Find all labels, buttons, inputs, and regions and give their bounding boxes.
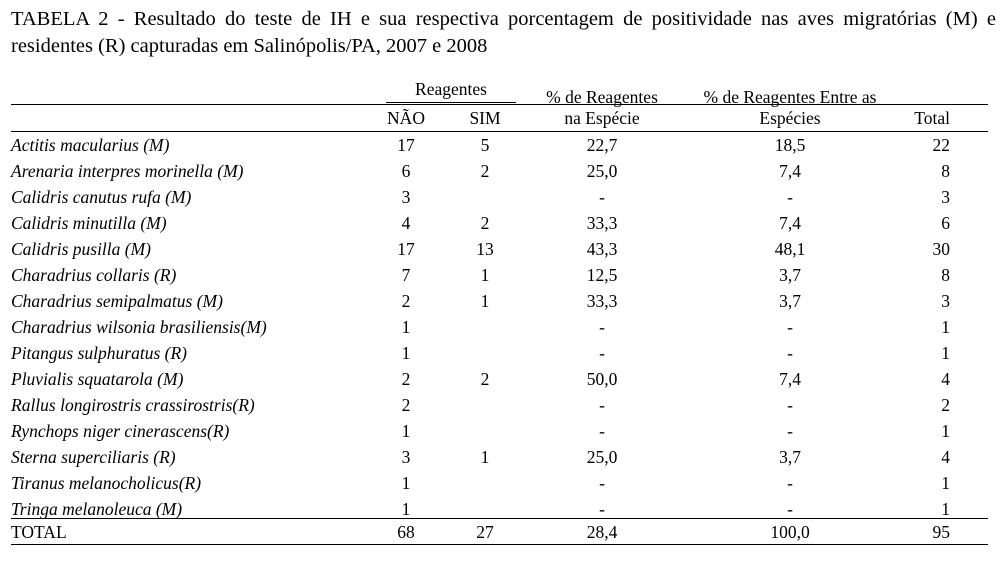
species-name: Actitis macularius (M) <box>11 135 170 155</box>
table-row <box>0 132 1003 158</box>
header-total: Total <box>914 108 950 128</box>
total-total: 95 <box>932 522 950 542</box>
total-row <box>0 519 1003 545</box>
cell-pct-especie: - <box>599 473 605 493</box>
cell-pct-especie: - <box>599 395 605 415</box>
cell-nao: 1 <box>401 421 411 441</box>
cell-pct-entre: - <box>787 395 793 415</box>
cell-sim: 2 <box>480 213 490 233</box>
table-row <box>0 236 1003 262</box>
cell-total: 1 <box>941 317 950 337</box>
table-row <box>0 340 1003 366</box>
cell-nao: 17 <box>397 239 415 259</box>
cell-sim: 5 <box>480 135 490 155</box>
cell-pct-especie: 22,7 <box>586 135 618 155</box>
cell-pct-especie: 43,3 <box>586 239 618 259</box>
cell-total: 4 <box>941 369 950 389</box>
cell-nao: 3 <box>401 447 411 467</box>
table-row <box>0 392 1003 418</box>
cell-pct-especie: 33,3 <box>586 291 618 311</box>
cell-pct-entre: 3,7 <box>779 265 801 285</box>
species-name: Tiranus melanocholicus(R) <box>11 473 202 493</box>
cell-pct-especie: - <box>599 343 605 363</box>
table-row <box>0 418 1003 444</box>
table-row <box>0 314 1003 340</box>
cell-pct-entre: 3,7 <box>779 291 801 311</box>
header-pct-entre-line2: Espécies <box>759 108 821 128</box>
cell-pct-entre: - <box>787 421 793 441</box>
cell-total: 1 <box>941 473 950 493</box>
cell-pct-entre: - <box>787 343 793 363</box>
cell-total: 8 <box>941 161 950 181</box>
header-nao: NÃO <box>387 108 425 128</box>
cell-sim: 1 <box>480 291 490 311</box>
total-sim: 27 <box>476 522 494 542</box>
cell-pct-entre: 48,1 <box>774 239 806 259</box>
cell-nao: 17 <box>397 135 415 155</box>
cell-total: 22 <box>932 135 950 155</box>
cell-nao: 1 <box>401 499 411 519</box>
table-row <box>0 158 1003 184</box>
cell-nao: 1 <box>401 343 411 363</box>
cell-total: 1 <box>941 421 950 441</box>
cell-pct-especie: 50,0 <box>586 369 618 389</box>
cell-total: 1 <box>941 343 950 363</box>
table-bottom-rule <box>11 544 988 545</box>
total-label: TOTAL <box>11 522 67 542</box>
table-row <box>0 470 1003 496</box>
cell-pct-especie: 33,3 <box>586 213 618 233</box>
cell-nao: 6 <box>401 161 411 181</box>
species-name: Rynchops niger cinerascens(R) <box>11 421 230 441</box>
species-name: Pitangus sulphuratus (R) <box>11 343 187 363</box>
cell-nao: 2 <box>401 395 411 415</box>
cell-total: 3 <box>941 291 950 311</box>
cell-sim: 2 <box>480 161 490 181</box>
cell-sim: 13 <box>476 239 494 259</box>
cell-nao: 2 <box>401 369 411 389</box>
cell-pct-entre: - <box>787 187 793 207</box>
species-name: Pluvialis squatarola (M) <box>11 369 184 389</box>
table-caption: TABELA 2 - Resultado do teste de IH e sua respectiva porcentagem de positividade nas aves migratórias (M) e residentes (R) capturadas em Salinópolis/PA, 2007 e 2008 <box>11 8 996 57</box>
header-pct-especie-line2: na Espécie <box>564 108 640 128</box>
cell-pct-especie: - <box>599 499 605 519</box>
species-name: Arenaria interpres morinella (M) <box>11 161 244 181</box>
cell-total: 3 <box>941 187 950 207</box>
species-name: Charadrius wilsonia brasiliensis(M) <box>11 317 267 337</box>
cell-sim: 2 <box>480 369 490 389</box>
cell-pct-especie: 25,0 <box>586 161 618 181</box>
cell-nao: 1 <box>401 473 411 493</box>
species-name: Charadrius collaris (R) <box>11 265 177 285</box>
cell-sim: 1 <box>480 447 490 467</box>
reagentes-group-underline <box>386 102 516 103</box>
cell-total: 8 <box>941 265 950 285</box>
table-row <box>0 184 1003 210</box>
cell-pct-especie: 12,5 <box>586 265 618 285</box>
cell-total: 4 <box>941 447 950 467</box>
cell-pct-entre: 7,4 <box>779 213 801 233</box>
species-name: Charadrius semipalmatus (M) <box>11 291 223 311</box>
species-name: Tringa melanoleuca (M) <box>11 499 183 519</box>
cell-nao: 3 <box>401 187 411 207</box>
cell-pct-especie: 25,0 <box>586 447 618 467</box>
cell-nao: 4 <box>401 213 411 233</box>
cell-total: 1 <box>941 499 950 519</box>
table-row <box>0 288 1003 314</box>
cell-pct-especie: - <box>599 421 605 441</box>
species-name: Calidris pusilla (M) <box>11 239 152 259</box>
species-name: Calidris minutilla (M) <box>11 213 167 233</box>
cell-pct-entre: 7,4 <box>779 161 801 181</box>
cell-pct-especie: - <box>599 187 605 207</box>
header-reagentes: Reagentes <box>415 79 487 99</box>
header-sim: SIM <box>469 108 501 128</box>
header-pct-especie-line1: % de Reagentes <box>546 87 658 107</box>
table-row <box>0 262 1003 288</box>
cell-pct-entre: - <box>787 499 793 519</box>
cell-pct-entre: - <box>787 317 793 337</box>
header-pct-entre-line1: % de Reagentes Entre as <box>703 87 877 107</box>
table-row <box>0 366 1003 392</box>
species-name: Rallus longirostris crassirostris(R) <box>11 395 255 415</box>
cell-pct-entre: 18,5 <box>774 135 806 155</box>
cell-pct-entre: 3,7 <box>779 447 801 467</box>
cell-nao: 2 <box>401 291 411 311</box>
cell-total: 6 <box>941 213 950 233</box>
table-row <box>0 444 1003 470</box>
cell-nao: 1 <box>401 317 411 337</box>
total-nao: 68 <box>397 522 415 542</box>
species-name: Sterna superciliaris (R) <box>11 447 176 467</box>
cell-pct-entre: 7,4 <box>779 369 801 389</box>
total-pct-entre: 100,0 <box>770 522 810 542</box>
cell-sim: 1 <box>480 265 490 285</box>
table-row <box>0 210 1003 236</box>
cell-total: 2 <box>941 395 950 415</box>
total-pct-especie: 28,4 <box>586 522 618 542</box>
cell-pct-entre: - <box>787 473 793 493</box>
cell-total: 30 <box>932 239 950 259</box>
cell-nao: 7 <box>401 265 411 285</box>
species-name: Calidris canutus rufa (M) <box>11 187 192 207</box>
cell-pct-especie: - <box>599 317 605 337</box>
